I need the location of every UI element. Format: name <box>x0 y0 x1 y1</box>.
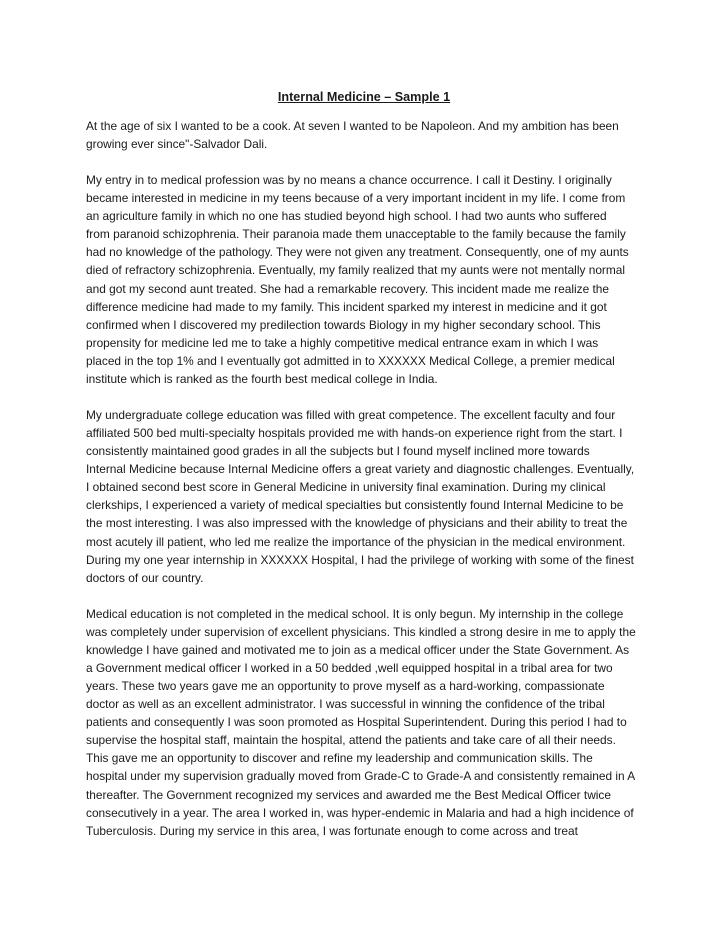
text-line: consecutively in a year. The area I worked in, was hyper-endemic in Malaria and had a high incidence of <box>86 805 634 820</box>
text-line: Medical education is not completed in the medical school. It is only begun. My internship in the college <box>86 606 624 621</box>
text-line: died of refractory schizophrenia. Eventually, my family realized that my aunts were not mentally normal <box>86 263 626 278</box>
text-line: a Government medical officer I worked in a 50 bedded ,well equipped hospital in a tribal area for two <box>86 660 613 675</box>
text-line: Internal Medicine because Internal Medicine offers a great variety and diagnostic challenges. Eventually, <box>86 462 635 477</box>
text-line: had no knowledge of the pathology. They were not given any treatment. Consequently, one of my aunts <box>86 245 629 260</box>
text-line: doctor as well as an excellent administrator. I was successful in winning the confidence of the tribal <box>86 697 605 712</box>
paragraph-4 <box>86 605 656 840</box>
document-body <box>86 117 656 858</box>
text-line: hospital under my supervision gradually moved from Grade-C to Grade-A and consistently remained in A <box>86 769 636 784</box>
paragraph-3 <box>86 406 656 587</box>
paragraph-2 <box>86 171 656 388</box>
text-line: patients and consequently I was soon promoted as Hospital Superintendent. During this period I had to <box>86 715 627 730</box>
text-line: institute which is ranked as the fourth best medical college in India. <box>86 372 438 387</box>
text-line: growing ever since"-Salvador Dali. <box>86 137 268 152</box>
text-line: During my one year internship in XXXXXX Hospital, I had the privilege of working with some of the finest <box>86 552 634 567</box>
text-line: My entry in to medical profession was by no means a chance occurrence. I call it Destiny. I originally <box>86 172 612 187</box>
text-line: the most interesting. I was also impressed with the knowledge of physicians and their ability to treat the <box>86 516 628 531</box>
text-line: most acutely ill patient, who led me realize the importance of the physician in the medical environment. <box>86 534 626 549</box>
text-line: consistently maintained good grades in all the subjects but I found myself inclined more towards <box>86 444 590 459</box>
paragraph-1 <box>86 117 656 153</box>
text-line: became interested in medicine in my teens because of a very important incident in my life. I come from <box>86 191 626 206</box>
text-line: was completely under supervision of excellent physicians. This kindled a strong desire in me to apply the <box>86 624 636 639</box>
text-line: knowledge I have gained and motivated me to join as a medical officer under the State Government. As <box>86 642 630 657</box>
text-line: supervise the hospital staff, maintain the hospital, attend the patients and take care of all their needs. <box>86 733 616 748</box>
text-line: My undergraduate college education was filled with great competence. The excellent faculty and four <box>86 407 616 422</box>
text-line: clerkships, I experienced a variety of medical specialties but consistently found Internal Medicine to be <box>86 498 624 513</box>
text-line: years. These two years gave me an opportunity to prove myself as a hard-working, compassionate <box>86 679 605 694</box>
text-line: Tuberculosis. During my service in this area, I was fortunate enough to come across and treat <box>86 823 578 838</box>
text-line: difference medicine had made to my family. This incident sparked my interest in medicine and it got <box>86 299 607 314</box>
text-line: thereafter. The Government recognized my services and awarded me the Best Medical Officer twice <box>86 787 611 802</box>
text-line: and got my second aunt treated. She had a remarkable recovery. This incident made me realize the <box>86 281 610 296</box>
text-line: doctors of our country. <box>86 570 204 585</box>
text-line: At the age of six I wanted to be a cook. At seven I wanted to be Napoleon. And my ambition has been <box>86 119 619 133</box>
text-line: placed in the top 1% and I eventually got admitted in to XXXXXX Medical College, a premier medical <box>86 353 615 368</box>
text-line: This gave me an opportunity to discover and refine my leadership and communication skills. The <box>86 751 593 766</box>
document-title: Internal Medicine – Sample 1 <box>277 90 451 104</box>
text-line: an agriculture family in which no one has studied beyond high school. I had two aunts who suffered <box>86 209 607 224</box>
text-line: affiliated 500 bed multi-specialty hospitals provided me with hands-on experience right from the start. I <box>86 426 623 440</box>
text-line: confirmed when I discovered my predilection towards Biology in my higher secondary school. This <box>86 317 601 332</box>
text-line: from paranoid schizophrenia. Their paranoia made them unacceptable to the family because the family <box>86 227 626 242</box>
text-line: I obtained second best score in General Medicine in university final examination. During my clinical <box>86 480 606 495</box>
text-line: propensity for medicine led me to take a highly competitive medical entrance exam in which I was <box>86 335 599 350</box>
